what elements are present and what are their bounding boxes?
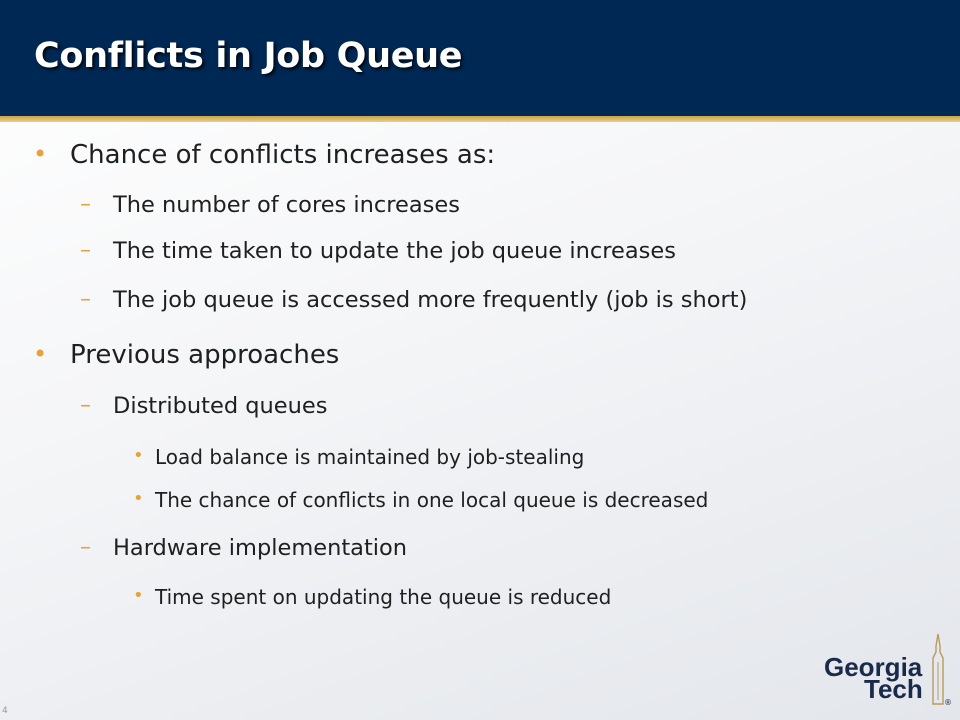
- bullet-marker: •: [133, 445, 144, 466]
- page-number: 4: [2, 706, 8, 716]
- dash-marker: –: [80, 192, 91, 217]
- sub-sub-bullet-text: Time spent on updating the queue is reduced: [155, 585, 612, 609]
- logo-word-tech: Tech: [864, 674, 923, 704]
- georgia-tech-logo: [820, 632, 952, 712]
- sub-bullet-text: The time taken to update the job queue increases: [113, 238, 676, 264]
- dash-marker: –: [80, 393, 91, 418]
- dash-marker: –: [80, 287, 91, 312]
- slide-header: [0, 0, 960, 116]
- bullet-marker: •: [133, 488, 144, 509]
- sub-bullet-text: The job queue is accessed more frequently (job is short): [113, 287, 748, 313]
- sub-bullet-text: Hardware implementation: [113, 535, 408, 561]
- header-gold-rule: [0, 116, 960, 122]
- sub-bullet-text: The number of cores increases: [113, 192, 460, 218]
- tech-tower-icon: [928, 632, 948, 708]
- bullet-marker: •: [133, 585, 144, 606]
- slide-title: Conflicts in Job Queue: [34, 36, 463, 76]
- bullet-text: Previous approaches: [70, 340, 340, 370]
- registered-mark: ®: [944, 698, 952, 707]
- sub-sub-bullet-text: Load balance is maintained by job-stealing: [155, 445, 585, 469]
- sub-sub-bullet-text: The chance of conflicts in one local queue is decreased: [155, 488, 709, 512]
- dash-marker: –: [80, 238, 91, 263]
- bullet-text: Chance of conflicts increases as:: [70, 140, 496, 170]
- bullet-marker: •: [33, 340, 48, 368]
- logo-word-georgia: Georgia: [824, 652, 923, 682]
- bullet-marker: •: [33, 140, 48, 168]
- dash-marker: –: [80, 535, 91, 560]
- sub-bullet-text: Distributed queues: [113, 393, 328, 419]
